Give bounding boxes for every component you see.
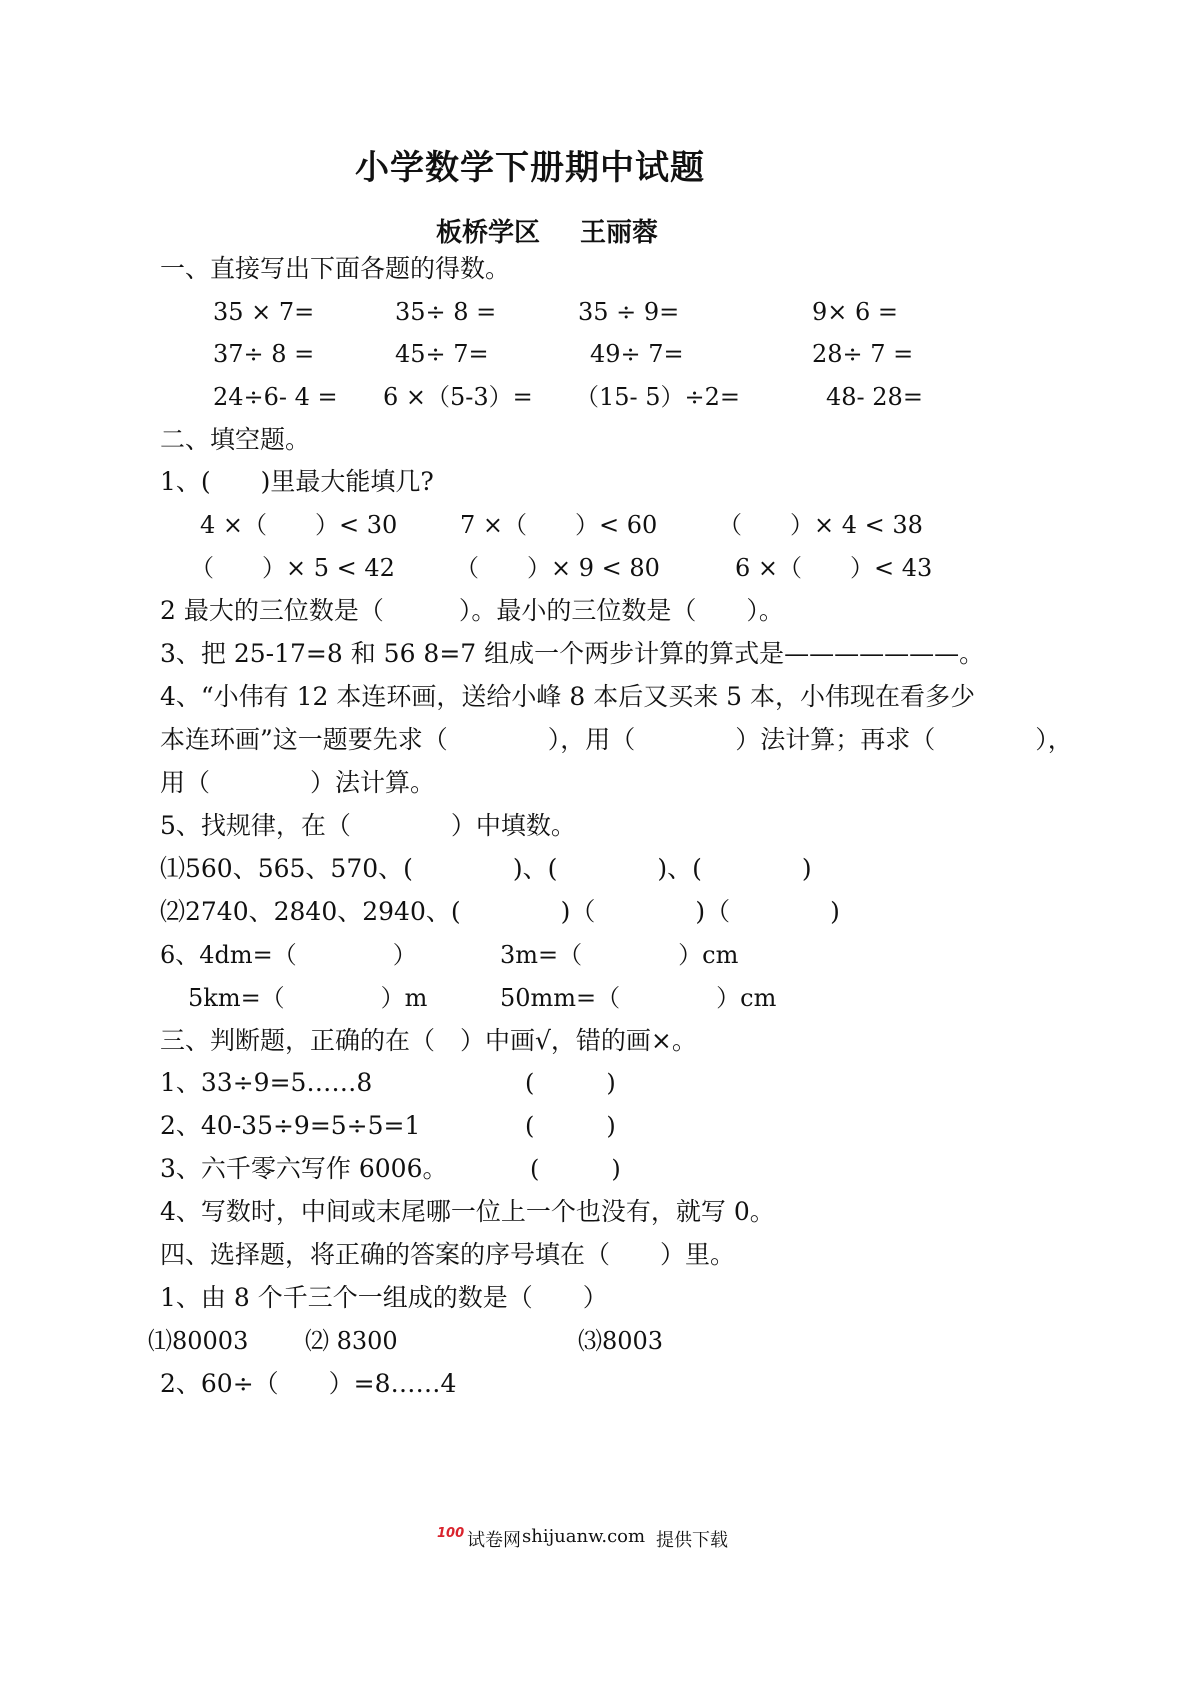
judge-blank: ( )	[525, 1112, 616, 1140]
calc-item: 35 ÷ 9=	[578, 298, 680, 326]
question-2-3: 3、把 25-17=8 和 56 8=7 组成一个两步计算的算式是———————。	[160, 639, 985, 668]
calc-item: 6 ×（5-3）=	[383, 383, 533, 411]
choice-option: ⑴80003	[148, 1327, 249, 1355]
site-logo-text: 100	[437, 1526, 465, 1541]
unit-item: 5km=（ ）m	[188, 984, 428, 1012]
page-title: 小学数学下册期中试题	[355, 148, 705, 188]
calc-item: 35 × 7=	[213, 298, 315, 326]
choice-question-1: 1、由 8 个千三个一组成的数是（ ）	[160, 1283, 608, 1312]
question-2-5-a: ⑴560、565、570、( )、( )、( )	[160, 854, 812, 883]
calc-item: 49÷ 7=	[590, 340, 684, 368]
choice-option: ⑵ 8300	[305, 1327, 398, 1355]
question-2-5-b: ⑵2740、2840、2940、( )（ )（ )	[160, 897, 840, 926]
unit-item: 6、4dm=（ ）	[160, 941, 417, 969]
calc-item: 9× 6 =	[812, 298, 899, 326]
calc-item: 24÷6- 4 =	[213, 383, 338, 411]
judge-blank: ( )	[530, 1155, 621, 1183]
author-name: 王丽蓉	[580, 218, 659, 248]
unit-item: 3m=（ ）cm	[500, 941, 739, 969]
section-4-heading: 四、选择题，将正确的答案的序号填在（ ）里。	[160, 1240, 736, 1269]
calc-item: 28÷ 7 =	[812, 340, 914, 368]
question-2-4-line-1: 4、“小伟有 12 本连环画，送给小峰 8 本后又买来 5 本，小伟现在看多少	[160, 682, 975, 711]
section-3-heading: 三、判断题，正确的在（ ）中画√，错的画×。	[160, 1026, 697, 1055]
question-2-4-line-2: 本连环画”这一题要先求（ ），用（ ）法计算；再求（ ），	[160, 725, 1073, 754]
unit-item: 50mm=（ ）cm	[500, 984, 777, 1012]
calc-item: （15- 5）÷2=	[575, 383, 741, 411]
judge-item: 3、六千零六写作 6006。	[160, 1154, 448, 1183]
fill-item: （ ）× 5 < 42	[190, 554, 395, 582]
question-2-2: 2 最大的三位数是（ ）。最小的三位数是（ ）。	[160, 596, 784, 625]
calc-item: 37÷ 8 =	[213, 340, 315, 368]
judge-item: 1、33÷9=5……8	[160, 1068, 373, 1097]
fill-item: （ ）× 9 < 80	[455, 554, 660, 582]
calc-item: 45÷ 7=	[395, 340, 489, 368]
fill-item: 4 ×（ ）< 30	[200, 511, 398, 539]
choice-question-2: 2、60÷（ ）=8……4	[160, 1369, 457, 1398]
question-2-1: 1、( )里最大能填几?	[160, 467, 434, 496]
author-school: 板桥学区	[436, 218, 541, 248]
calc-item: 48- 28=	[826, 383, 923, 411]
site-logo-icon	[437, 1522, 465, 1542]
question-2-4-line-3: 用（ ）法计算。	[160, 768, 436, 797]
calc-item: 35÷ 8 =	[395, 298, 497, 326]
judge-blank: ( )	[525, 1069, 616, 1097]
section-1-heading: 一、直接写出下面各题的得数。	[160, 254, 511, 283]
section-2-heading: 二、填空题。	[160, 425, 311, 454]
judge-item: 2、40-35÷9=5÷5=1	[160, 1111, 421, 1140]
fill-item: （ ）× 4 < 38	[718, 511, 923, 539]
fill-item: 7 ×（ ）< 60	[460, 511, 658, 539]
question-2-5: 5、找规律，在（ ）中填数。	[160, 811, 576, 840]
judge-item: 4、写数时，中间或末尾哪一位上一个也没有，就写 0。	[160, 1197, 775, 1226]
footer-url[interactable]: shijuanw.com	[522, 1526, 646, 1547]
choice-option: ⑶8003	[578, 1327, 664, 1355]
fill-item: 6 ×（ ）< 43	[735, 554, 933, 582]
footer-note: 提供下载	[656, 1530, 728, 1551]
footer-site-name: 试卷网	[467, 1530, 521, 1551]
